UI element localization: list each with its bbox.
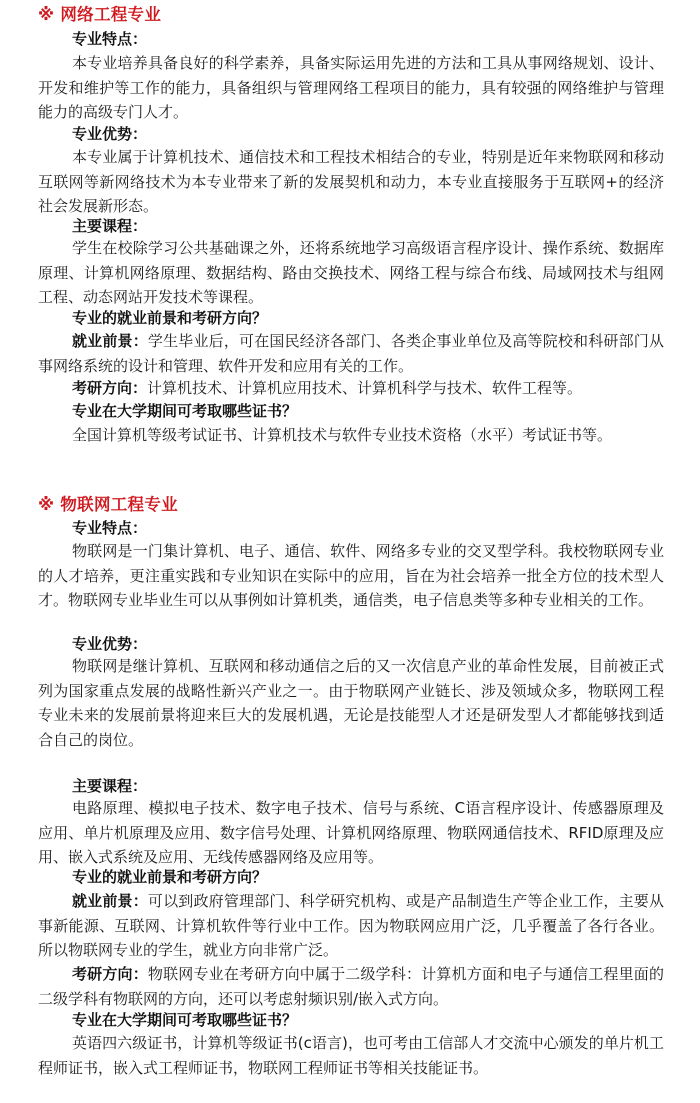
- postgrad-lead: 考研方向：: [72, 379, 148, 397]
- advantages-paragraph: 物联网是继计算机、互联网和移动通信之后的又一次信息产业的革命性发展，目前被正式列为国家重点发展的战略性新兴产业之一。由于物联网产业链长、涉及领域众多，物联网工程专业未来的发展前景将迎来巨大的发展机遇，无论是技能型人才还是研发型人才都能够找到适合自己的岗位。: [38, 657, 664, 749]
- features-heading: 专业特点：: [72, 519, 148, 537]
- advantages-heading: 专业优势：: [72, 635, 148, 653]
- employment-text: 可以到政府管理部门、科学研究机构、或是产品制造生产等企业工作，主要从事新能源、互联网、计算机软件等行业中工作。因为物联网应用广泛，几乎覆盖了各行各业。所以物联网专业的学生，就业方向非常广泛。: [38, 892, 664, 959]
- employment-lead: 就业前景：: [72, 332, 148, 350]
- features-paragraph: 物联网是一门集计算机、电子、通信、软件、网络多专业的交叉型学科。我校物联网专业的人才培养，更注重实践和专业知识在实际中的应用，旨在为社会培养一批全方位的技术型人才。物联网专业毕业生可以从事例如计算机类，通信类，电子信息类等多种专业相关的工作。: [38, 542, 664, 609]
- employment-paragraph: [38, 329, 664, 378]
- employment-paragraph: [38, 889, 664, 963]
- prospects-heading: 专业的就业前景和考研方向？: [72, 868, 268, 886]
- postgrad-line: [72, 378, 582, 399]
- reference-mark-icon: ※: [38, 5, 55, 24]
- postgrad-lead: 考研方向：: [72, 965, 148, 983]
- section-title-network-engineering: [38, 4, 161, 26]
- postgrad-text: 计算机技术、计算机应用技术、计算机科学与技术、软件工程等。: [147, 379, 583, 397]
- reference-mark-icon: ※: [38, 495, 55, 514]
- advantages-paragraph: 本专业属于计算机技术、通信技术和工程技术相结合的专业，特别是近年来物联网和移动互联网等新网络技术为本专业带来了新的发展契机和动力，本专业直接服务于互联网+的经济社会发展新形态。: [38, 148, 664, 215]
- features-heading: 专业特点：: [72, 30, 148, 48]
- certs-text: 全国计算机等级考试证书、计算机技术与软件专业技术资格（水平）考试证书等。: [72, 426, 613, 444]
- postgrad-paragraph: [38, 962, 664, 1011]
- employment-lead: 就业前景：: [72, 892, 148, 910]
- advantages-heading: 专业优势：: [72, 125, 148, 143]
- certs-heading: 专业在大学期间可考取哪些证书？: [72, 1011, 298, 1029]
- employment-text: 学生毕业后，可在国民经济各部门、各类企事业单位及高等院校和科研部门从事网络系统的设计和管理、软件开发和应用有关的工作。: [38, 332, 664, 375]
- certs-paragraph: 英语四六级证书，计算机等级证书(c语言)，也可考由工信部人才交流中心颁发的单片机工程师证书，嵌入式工程师证书，物联网工程师证书等相关技能证书。: [38, 1034, 664, 1077]
- courses-heading: 主要课程：: [72, 217, 148, 235]
- prospects-heading: 专业的就业前景和考研方向？: [72, 309, 268, 327]
- courses-paragraph: 电路原理、模拟电子技术、数字电子技术、信号与系统、C语言程序设计、传感器原理及应用、单片机原理及应用、数字信号处理、计算机网络原理、物联网通信技术、RFID原理及应用、嵌入式系统及应用、无线传感器网络及应用等。: [38, 799, 664, 866]
- courses-heading: 主要课程：: [72, 777, 148, 795]
- courses-paragraph: 学生在校除学习公共基础课之外，还将系统地学习高级语言程序设计、操作系统、数据库原理、计算机网络原理、数据结构、路由交换技术、网络工程与综合布线、局域网技术与组网工程、动态网站开发技术等课程。: [38, 239, 664, 306]
- section-title-iot-engineering: [38, 494, 178, 516]
- features-paragraph: 本专业培养具备良好的科学素养，具备实际运用先进的方法和工具从事网络规划、设计、开发和维护等工作的能力，具备组织与管理网络工程项目的能力，具有较强的网络维护与管理能力的高级专门人才。: [38, 54, 664, 121]
- section-title-text: 网络工程专业: [60, 5, 162, 24]
- section-title-text: 物联网工程专业: [60, 495, 178, 514]
- postgrad-text: 物联网专业在考研方向中属于二级学科：计算机方面和电子与通信工程里面的二级学科有物联网的方向，还可以考虑射频识别/嵌入式方向。: [38, 965, 664, 1008]
- certs-heading: 专业在大学期间可考取哪些证书？: [72, 402, 298, 420]
